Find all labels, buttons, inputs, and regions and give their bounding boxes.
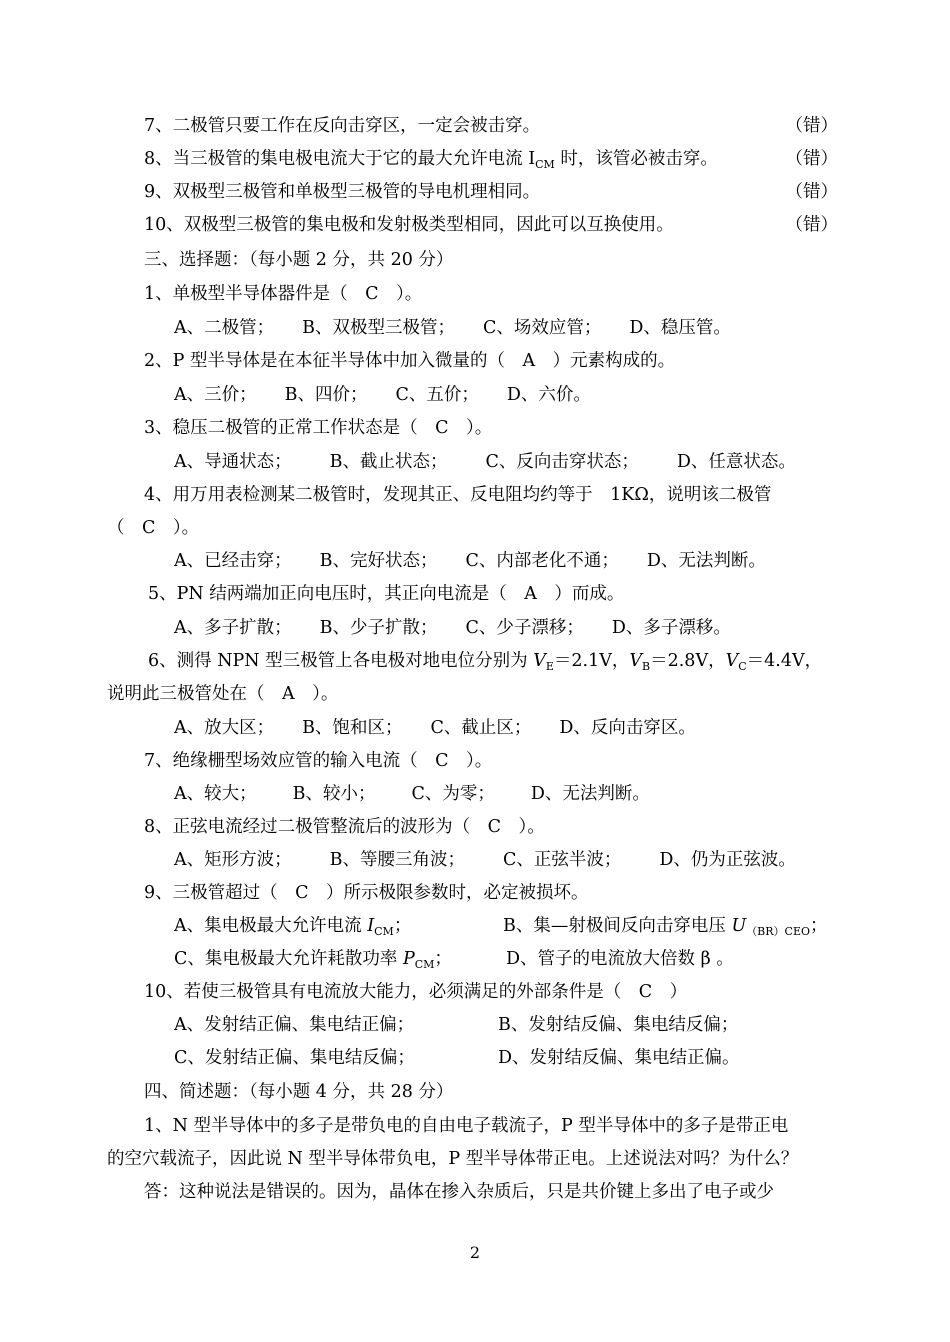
- tf-item-9: 9、双极型三极管和单极型三极管的导电机理相同。: [144, 182, 541, 202]
- option-d: D、任意状态。: [676, 452, 796, 472]
- option-d: D、反向击穿区。: [559, 718, 696, 738]
- option-d: D、多子漂移。: [611, 618, 731, 638]
- tf-item-8-text-end: 时，该管必被击穿。: [554, 149, 718, 169]
- option-c: C、正弦半波；: [503, 850, 622, 870]
- question-9-option-d: D、管子的电流放大倍数 β 。: [506, 949, 734, 969]
- option-b: B、等腰三角波；: [329, 850, 466, 870]
- tf-item-8-sub: CM: [535, 158, 555, 171]
- option-a-end: ；: [393, 916, 412, 936]
- option-b: B、完好状态；: [319, 551, 438, 571]
- option-b: B、饱和区；: [302, 718, 403, 738]
- question-1: 1、单极型半导体器件是（ C ）。: [144, 284, 423, 304]
- section-4-title: 四、简述题：（每小题 4 分，共 28 分）: [144, 1082, 454, 1102]
- question-10-option-a: A、发射结正偏、集电结正偏；: [174, 1015, 415, 1035]
- option-b: B、较小；: [292, 784, 376, 804]
- option-a: A、导通状态；: [174, 452, 292, 472]
- option-c: C、内部老化不通；: [465, 551, 619, 571]
- question-1-options: [174, 316, 731, 340]
- pcm-sub: CM: [414, 958, 435, 971]
- vb-symbol: V: [629, 651, 643, 671]
- option-c: C、少子漂移；: [465, 618, 584, 638]
- question-7-options: [174, 782, 650, 806]
- option-a: A、二极管；: [174, 318, 275, 338]
- tf-item-10-mark: （错）: [785, 215, 838, 235]
- icm-symbol: I: [367, 916, 375, 936]
- question-9-option-a: [174, 914, 411, 944]
- question-9-option-b: [503, 914, 828, 944]
- option-d: D、六价。: [506, 385, 591, 405]
- vc-value: ＝4.4V，: [746, 651, 823, 671]
- tf-item-7-mark: （错）: [785, 116, 838, 136]
- tf-item-10: 10、双极型三极管的集电极和发射极类型相同，因此可以互换使用。: [144, 215, 674, 235]
- tf-item-8-text: 8、当三极管的集电极电流大于它的最大允许电流 I: [144, 149, 536, 169]
- option-c-end: ；: [434, 949, 452, 969]
- question-3-options: [174, 450, 796, 474]
- tf-item-8: [144, 147, 718, 177]
- pcm-symbol: P: [402, 949, 415, 969]
- option-c-text: C、集电极最大允许耗散功率: [174, 949, 403, 969]
- question-7: 7、绝缘栅型场效应管的输入电流（ C ）。: [144, 751, 493, 771]
- option-a: A、矩形方波；: [174, 850, 292, 870]
- option-d: D、稳压管。: [629, 318, 731, 338]
- question-4-line-1: 4、用万用表检测某二极管时，发现其正、反电阻均约等于 1KΩ，说明该二极管: [144, 485, 772, 505]
- tf-item-8-mark: （错）: [785, 149, 838, 169]
- question-5: 5、PN 结两端加正向电压时，其正向电流是（ A ）而成。: [148, 584, 625, 604]
- option-b: B、四价；: [284, 385, 368, 405]
- question-2: 2、P 型半导体是在本征半导体中加入微量的（ A ）元素构成的。: [144, 351, 676, 371]
- u-sub: （BR）CEO: [746, 925, 811, 938]
- short-answer-1-answer: 答：这种说法是错误的。因为，晶体在掺入杂质后，只是共价键上多出了电子或少: [144, 1182, 774, 1202]
- option-a: A、多子扩散；: [174, 618, 292, 638]
- option-c: C、反向击穿状态；: [485, 452, 639, 472]
- question-6-line-2: 说明此三极管处在（ A ）。: [107, 684, 339, 704]
- vb-value: ＝2.8V，: [650, 651, 726, 671]
- question-6-options: [174, 716, 696, 740]
- question-8: 8、正弦电流经过二极管整流后的波形为（ C ）。: [144, 817, 545, 837]
- u-symbol: U: [731, 916, 747, 936]
- option-a: A、放大区；: [174, 718, 275, 738]
- icm-sub: CM: [374, 925, 394, 938]
- option-c: C、截止区；: [430, 718, 532, 738]
- question-10: 10、若使三极管具有电流放大能力，必须满足的外部条件是（ C ）: [144, 982, 688, 1002]
- ve-value: ＝2.1V，: [553, 651, 630, 671]
- section-3-title: 三、选择题：（每小题 2 分，共 20 分）: [144, 250, 454, 270]
- option-b: B、截止状态；: [329, 452, 448, 472]
- option-b: B、双极型三极管；: [302, 318, 456, 338]
- question-2-options: [174, 383, 591, 407]
- option-a: A、已经击穿；: [174, 551, 292, 571]
- short-answer-1-line-1: 1、N 型半导体中的多子是带负电的自由电子载流子，P 型半导体中的多子是带正电: [144, 1116, 789, 1136]
- question-10-option-d: D、发射结反偏、集电结正偏。: [498, 1048, 740, 1068]
- option-d: D、无法判断。: [646, 551, 766, 571]
- question-4-line-2: （ C ）。: [107, 518, 200, 538]
- short-answer-1-line-2: 的空穴载流子，因此说 N 型半导体带负电，P 型半导体带正电。上述说法对吗？为什么？: [107, 1149, 799, 1169]
- question-8-options: [174, 848, 796, 872]
- option-b-text: B、集—射极间反向击穿电压: [503, 916, 732, 936]
- vc-sub: C: [738, 660, 747, 673]
- option-c: C、为零；: [411, 784, 495, 804]
- option-c: C、五价；: [395, 385, 479, 405]
- question-5-options: [174, 616, 731, 640]
- vb-sub: B: [642, 660, 651, 673]
- question-9-option-c: [174, 947, 452, 977]
- option-d: D、仍为正弦波。: [659, 850, 796, 870]
- tf-item-9-mark: （错）: [785, 182, 838, 202]
- ve-sub: E: [545, 660, 554, 673]
- question-6-text: 6、测得 NPN 型三极管上各电极对地电位分别为: [148, 651, 534, 671]
- question-10-option-c: C、发射结正偏、集电结反偏；: [174, 1048, 415, 1068]
- option-a: A、三价；: [174, 385, 257, 405]
- page-number: 2: [469, 1243, 481, 1262]
- option-a-text: A、集电极最大允许电流: [174, 916, 368, 936]
- question-4-options: [174, 549, 766, 573]
- tf-item-7: 7、二极管只要工作在反向击穿区，一定会被击穿。: [144, 116, 541, 136]
- vc-symbol: V: [725, 651, 739, 671]
- option-a: A、较大；: [174, 784, 257, 804]
- option-b-end: ；: [810, 916, 828, 936]
- option-d: D、无法判断。: [530, 784, 650, 804]
- option-b: B、少子扩散；: [319, 618, 438, 638]
- option-c: C、场效应管；: [483, 318, 602, 338]
- question-3: 3、稳压二极管的正常工作状态是（ C ）。: [144, 418, 493, 438]
- ve-symbol: V: [533, 651, 546, 671]
- question-10-option-b: B、发射结反偏、集电结反偏；: [498, 1015, 739, 1035]
- question-6-line-1: [148, 649, 822, 679]
- question-9: 9、三极管超过（ C ）所示极限参数时，必定被损坏。: [144, 883, 589, 903]
